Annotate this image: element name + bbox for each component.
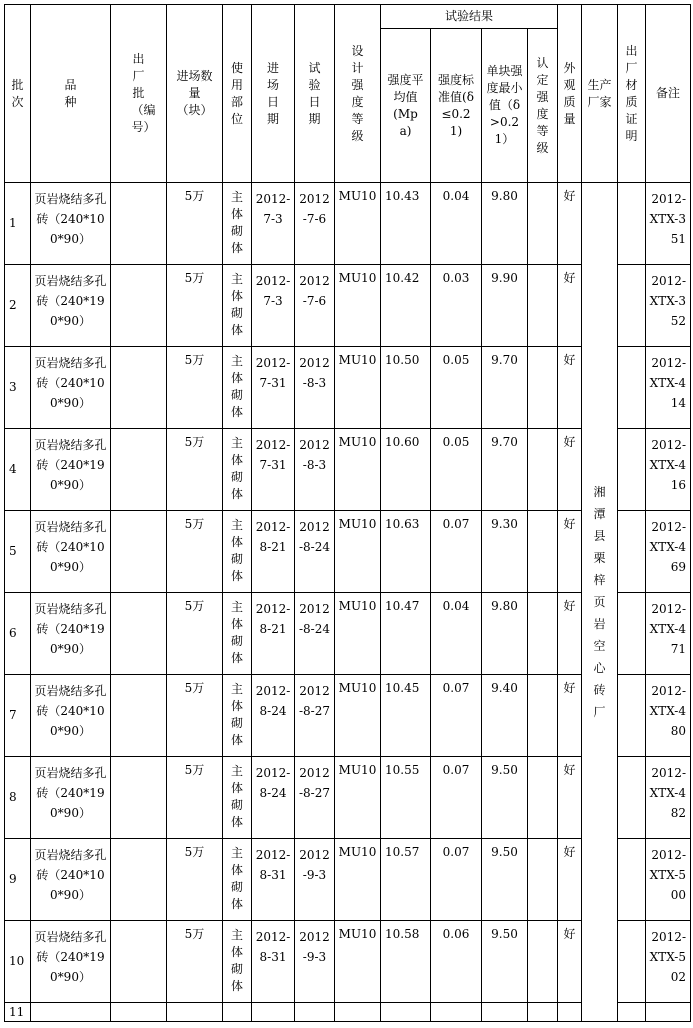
cell-confirmed-grade	[528, 757, 558, 839]
empty-cell	[335, 1003, 381, 1022]
cell-strength-avg: 10.45	[381, 675, 431, 757]
cell-appearance: 好	[558, 265, 582, 347]
header-strength-std: 强度标准值(δ≤0.21)	[431, 29, 482, 183]
empty-cell	[223, 1003, 252, 1022]
cell-cert	[618, 593, 646, 675]
cell-manufacturer: 湘潭县栗梓页岩空心砖厂	[582, 183, 618, 1022]
cell-variety: 页岩烧结多孔砖（240*190*90）	[31, 429, 111, 511]
header-cert: 出厂材质证明	[618, 5, 646, 183]
header-test-results: 试验结果	[381, 5, 558, 29]
empty-cell	[482, 1003, 528, 1022]
cell-factory-no	[111, 183, 167, 265]
cell-remark: 2012-XTX-500	[646, 839, 691, 921]
cell-usage-part: 主体砌体	[223, 839, 252, 921]
cell-strength-avg: 10.60	[381, 429, 431, 511]
cell-variety: 页岩烧结多孔砖（240*190*90）	[31, 757, 111, 839]
cell-confirmed-grade	[528, 921, 558, 1003]
cell-cert	[618, 921, 646, 1003]
cell-single-min: 9.90	[482, 265, 528, 347]
cell-quantity: 5万	[167, 429, 223, 511]
header-design-grade: 设计强度等级	[335, 5, 381, 183]
cell-batch-no: 1	[5, 183, 31, 265]
cell-strength-std: 0.07	[431, 675, 482, 757]
cell-cert	[618, 839, 646, 921]
cell-batch-no: 2	[5, 265, 31, 347]
cell-design-grade: MU10	[335, 511, 381, 593]
cell-test-date: 2012-8-24	[295, 511, 335, 593]
cell-strength-avg: 10.57	[381, 839, 431, 921]
cell-single-min: 9.80	[482, 183, 528, 265]
header-single-min: 单块强度最小值（δ>0.21）	[482, 29, 528, 183]
cell-usage-part: 主体砌体	[223, 183, 252, 265]
cell-batch-no: 3	[5, 347, 31, 429]
cell-strength-avg: 10.58	[381, 921, 431, 1003]
cell-appearance: 好	[558, 511, 582, 593]
cell-appearance: 好	[558, 757, 582, 839]
cell-cert	[618, 265, 646, 347]
empty-cell	[381, 1003, 431, 1022]
cell-design-grade: MU10	[335, 183, 381, 265]
empty-cell	[558, 1003, 582, 1022]
cell-quantity: 5万	[167, 593, 223, 675]
cell-variety: 页岩烧结多孔砖（240*100*90）	[31, 675, 111, 757]
header-strength-avg: 强度平均值(Mpa)	[381, 29, 431, 183]
header-row-1	[5, 5, 691, 29]
cell-variety: 页岩烧结多孔砖（240*100*90）	[31, 183, 111, 265]
cell-strength-std: 0.05	[431, 429, 482, 511]
cell-variety: 页岩烧结多孔砖（240*190*90）	[31, 921, 111, 1003]
cell-usage-part: 主体砌体	[223, 921, 252, 1003]
cell-entry-date: 2012-7-31	[252, 347, 295, 429]
cell-confirmed-grade	[528, 347, 558, 429]
cell-confirmed-grade	[528, 265, 558, 347]
cell-strength-avg: 10.63	[381, 511, 431, 593]
cell-usage-part: 主体砌体	[223, 593, 252, 675]
cell-appearance: 好	[558, 839, 582, 921]
cell-design-grade: MU10	[335, 593, 381, 675]
cell-batch-no: 5	[5, 511, 31, 593]
empty-cell	[646, 1003, 691, 1022]
cell-quantity: 5万	[167, 183, 223, 265]
cell-factory-no	[111, 265, 167, 347]
cell-entry-date: 2012-7-3	[252, 265, 295, 347]
cell-test-date: 2012-8-27	[295, 675, 335, 757]
cell-usage-part: 主体砌体	[223, 429, 252, 511]
cell-factory-no	[111, 757, 167, 839]
cell-test-date: 2012-9-3	[295, 839, 335, 921]
cell-batch-no: 6	[5, 593, 31, 675]
cell-entry-date: 2012-7-3	[252, 183, 295, 265]
header-entry-date: 进场日期	[252, 5, 295, 183]
cell-single-min: 9.50	[482, 839, 528, 921]
cell-remark: 2012-XTX-480	[646, 675, 691, 757]
cell-variety: 页岩烧结多孔砖（240*100*90）	[31, 347, 111, 429]
cell-design-grade: MU10	[335, 675, 381, 757]
cell-confirmed-grade	[528, 839, 558, 921]
cell-quantity: 5万	[167, 347, 223, 429]
cell-strength-std: 0.04	[431, 183, 482, 265]
cell-strength-std: 0.03	[431, 265, 482, 347]
cell-batch-no: 11	[5, 1003, 31, 1022]
cell-batch-no: 4	[5, 429, 31, 511]
cell-test-date: 2012-8-24	[295, 593, 335, 675]
cell-confirmed-grade	[528, 511, 558, 593]
cell-single-min: 9.70	[482, 429, 528, 511]
cell-test-date: 2012-8-27	[295, 757, 335, 839]
cell-design-grade: MU10	[335, 429, 381, 511]
cell-entry-date: 2012-8-21	[252, 593, 295, 675]
cell-remark: 2012-XTX-351	[646, 183, 691, 265]
cell-entry-date: 2012-8-24	[252, 675, 295, 757]
cell-batch-no: 7	[5, 675, 31, 757]
cell-remark: 2012-XTX-471	[646, 593, 691, 675]
cell-entry-date: 2012-8-21	[252, 511, 295, 593]
cell-usage-part: 主体砌体	[223, 347, 252, 429]
cell-remark: 2012-XTX-416	[646, 429, 691, 511]
cell-factory-no	[111, 839, 167, 921]
cell-factory-no	[111, 921, 167, 1003]
cell-strength-avg: 10.50	[381, 347, 431, 429]
cell-design-grade: MU10	[335, 757, 381, 839]
cell-strength-std: 0.07	[431, 839, 482, 921]
empty-cell	[167, 1003, 223, 1022]
cell-entry-date: 2012-8-24	[252, 757, 295, 839]
cell-usage-part: 主体砌体	[223, 675, 252, 757]
cell-single-min: 9.50	[482, 757, 528, 839]
cell-appearance: 好	[558, 347, 582, 429]
cell-strength-std: 0.07	[431, 757, 482, 839]
cell-entry-date: 2012-8-31	[252, 839, 295, 921]
cell-confirmed-grade	[528, 675, 558, 757]
empty-cell	[111, 1003, 167, 1022]
cell-design-grade: MU10	[335, 921, 381, 1003]
cell-remark: 2012-XTX-469	[646, 511, 691, 593]
cell-entry-date: 2012-7-31	[252, 429, 295, 511]
cell-cert	[618, 183, 646, 265]
cell-remark: 2012-XTX-414	[646, 347, 691, 429]
cell-cert	[618, 511, 646, 593]
cell-quantity: 5万	[167, 757, 223, 839]
cell-confirmed-grade	[528, 183, 558, 265]
header-remarks: 备注	[646, 5, 691, 183]
cell-design-grade: MU10	[335, 347, 381, 429]
cell-batch-no: 10	[5, 921, 31, 1003]
cell-strength-std: 0.07	[431, 511, 482, 593]
empty-cell	[252, 1003, 295, 1022]
cell-strength-std: 0.06	[431, 921, 482, 1003]
cell-quantity: 5万	[167, 265, 223, 347]
cell-batch-no: 9	[5, 839, 31, 921]
cell-design-grade: MU10	[335, 839, 381, 921]
cell-strength-avg: 10.42	[381, 265, 431, 347]
header-batch: 批次	[5, 5, 31, 183]
cell-variety: 页岩烧结多孔砖（240*100*90）	[31, 839, 111, 921]
cell-factory-no	[111, 675, 167, 757]
cell-factory-no	[111, 429, 167, 511]
cell-quantity: 5万	[167, 511, 223, 593]
cell-factory-no	[111, 593, 167, 675]
cell-test-date: 2012-7-6	[295, 183, 335, 265]
cell-cert	[618, 757, 646, 839]
cell-usage-part: 主体砌体	[223, 265, 252, 347]
cell-test-date: 2012-9-3	[295, 921, 335, 1003]
cell-quantity: 5万	[167, 839, 223, 921]
header-factory-no: 出厂批（编号）	[111, 5, 167, 183]
cell-strength-avg: 10.55	[381, 757, 431, 839]
header-confirmed-grade: 认定强度等级	[528, 29, 558, 183]
cell-strength-avg: 10.43	[381, 183, 431, 265]
cell-design-grade: MU10	[335, 265, 381, 347]
cell-confirmed-grade	[528, 429, 558, 511]
cell-appearance: 好	[558, 429, 582, 511]
table-row	[5, 183, 691, 265]
cell-appearance: 好	[558, 593, 582, 675]
header-appearance: 外观质量	[558, 5, 582, 183]
cell-usage-part: 主体砌体	[223, 511, 252, 593]
cell-remark: 2012-XTX-482	[646, 757, 691, 839]
cell-single-min: 9.30	[482, 511, 528, 593]
cell-remark: 2012-XTX-352	[646, 265, 691, 347]
cell-single-min: 9.40	[482, 675, 528, 757]
empty-cell	[295, 1003, 335, 1022]
cell-single-min: 9.70	[482, 347, 528, 429]
cell-usage-part: 主体砌体	[223, 757, 252, 839]
cell-test-date: 2012-7-6	[295, 265, 335, 347]
empty-cell	[31, 1003, 111, 1022]
empty-cell	[528, 1003, 558, 1022]
header-variety: 品种	[31, 5, 111, 183]
cell-variety: 页岩烧结多孔砖（240*190*90）	[31, 593, 111, 675]
cell-factory-no	[111, 347, 167, 429]
cell-factory-no	[111, 511, 167, 593]
cell-single-min: 9.80	[482, 593, 528, 675]
cell-remark: 2012-XTX-502	[646, 921, 691, 1003]
header-test-date: 试验日期	[295, 5, 335, 183]
cell-appearance: 好	[558, 183, 582, 265]
cell-strength-avg: 10.47	[381, 593, 431, 675]
brick-test-record-table	[4, 4, 691, 1022]
header-usage-part: 使用部位	[223, 5, 252, 183]
cell-cert	[618, 675, 646, 757]
cell-single-min: 9.50	[482, 921, 528, 1003]
cell-strength-std: 0.05	[431, 347, 482, 429]
cell-appearance: 好	[558, 675, 582, 757]
empty-cell	[431, 1003, 482, 1022]
header-quantity: 进场数量（块）	[167, 5, 223, 183]
cell-test-date: 2012-8-3	[295, 429, 335, 511]
cell-cert	[618, 429, 646, 511]
cell-cert	[618, 347, 646, 429]
cell-entry-date: 2012-8-31	[252, 921, 295, 1003]
cell-strength-std: 0.04	[431, 593, 482, 675]
cell-quantity: 5万	[167, 921, 223, 1003]
cell-batch-no: 8	[5, 757, 31, 839]
cell-confirmed-grade	[528, 593, 558, 675]
header-manufacturer: 生产厂家	[582, 5, 618, 183]
cell-variety: 页岩烧结多孔砖（240*100*90）	[31, 511, 111, 593]
cell-test-date: 2012-8-3	[295, 347, 335, 429]
cell-variety: 页岩烧结多孔砖（240*190*90）	[31, 265, 111, 347]
empty-cell	[618, 1003, 646, 1022]
cell-quantity: 5万	[167, 675, 223, 757]
cell-appearance: 好	[558, 921, 582, 1003]
